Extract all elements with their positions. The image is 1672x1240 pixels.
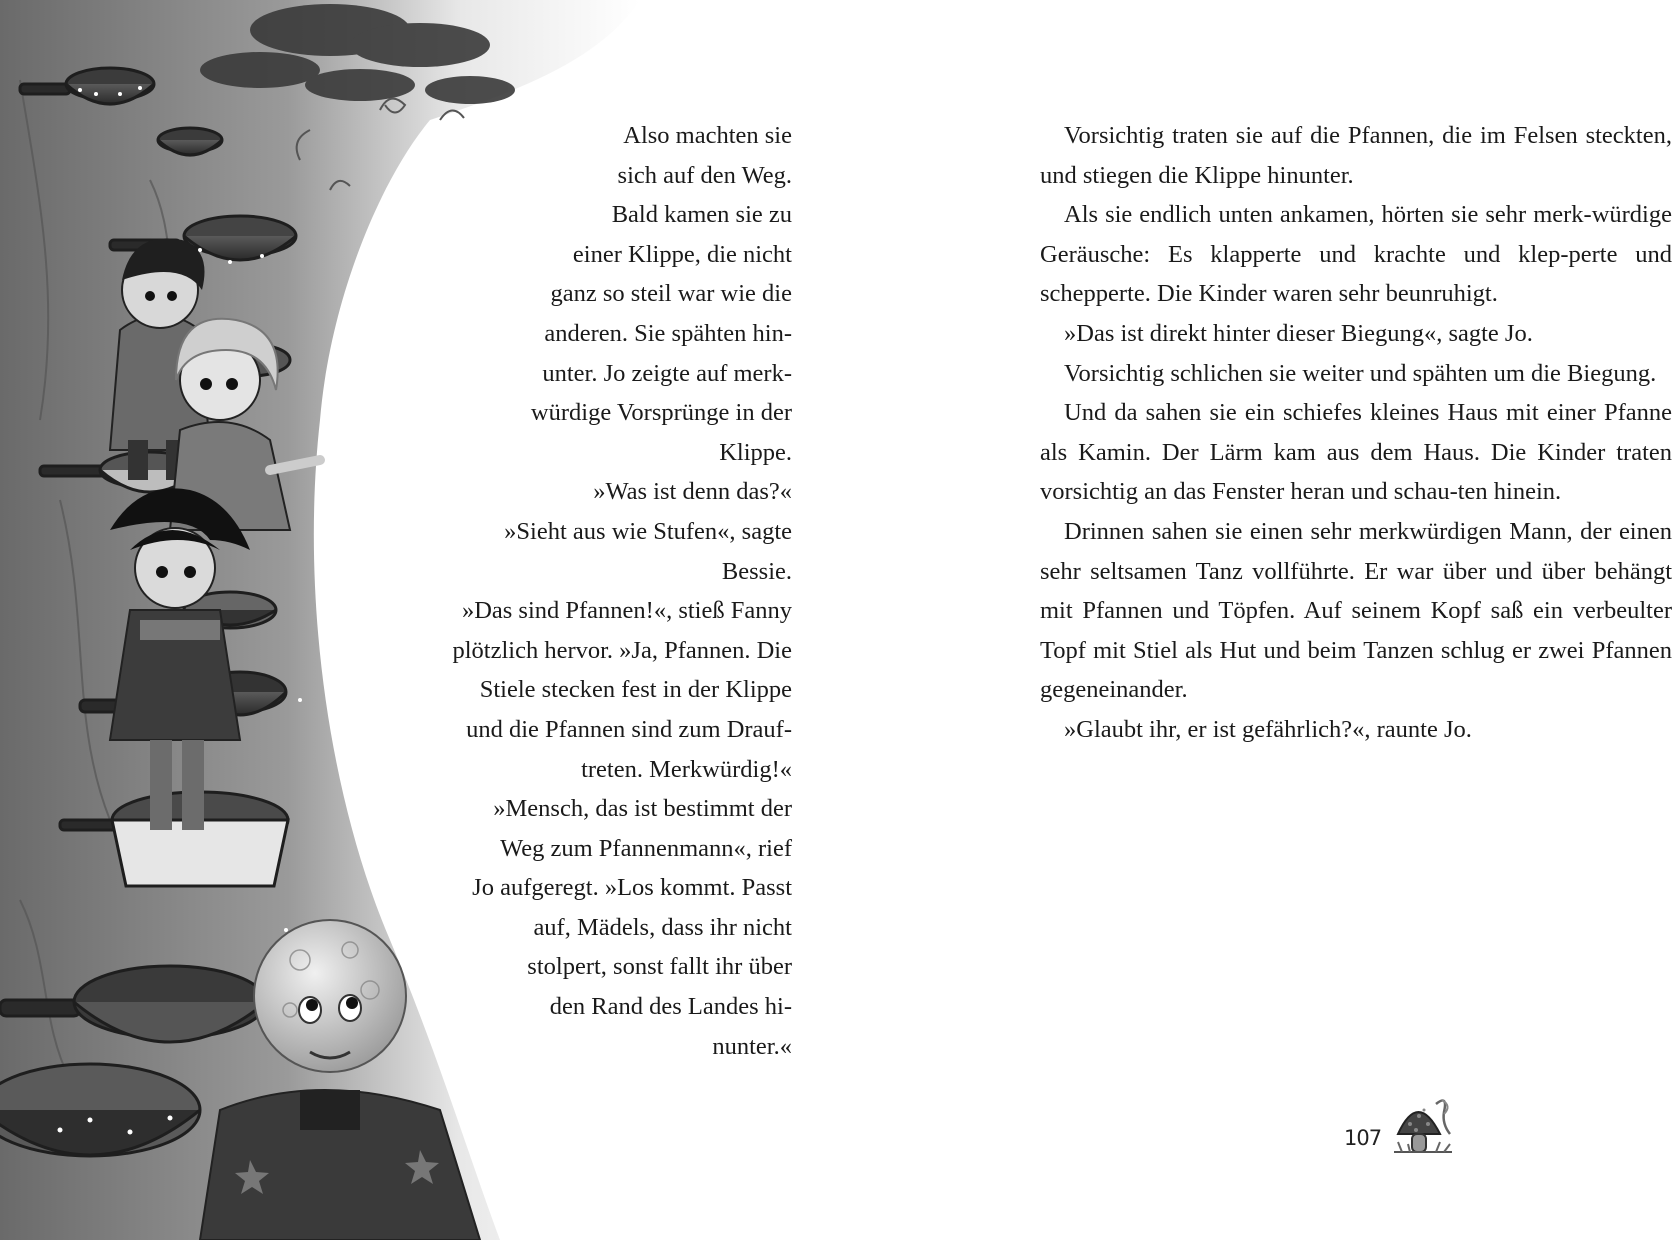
text-line: sich auf den Weg.	[617, 161, 792, 189]
text-line: anderen. Sie spähten hin-	[544, 319, 792, 347]
text-line: Jo aufgeregt. »Los kommt. Passt	[472, 874, 792, 902]
paragraph: »Das ist direkt hinter dieser Biegung«, sagte Jo.	[1064, 319, 1533, 347]
text-line: nunter.«	[712, 1032, 792, 1060]
text-line: Bessie.	[721, 557, 792, 585]
text-line: stolpert, sonst fallt ihr über	[527, 953, 792, 981]
text-line: würdige Vorsprünge in der	[530, 399, 792, 427]
paragraph: Als sie endlich unten ankamen, hörten sie sehr merk-würdige Geräusche: Es klapperte und krachte und klep-perte und schepperte. Die Kinder waren sehr beunruhigt.	[1040, 201, 1672, 308]
text-line: unter. Jo zeigte auf merk-	[542, 359, 792, 387]
text-line: »Sieht aus wie Stufen«, sagte	[504, 517, 792, 545]
text-line: und die Pfannen sind zum Drauf-	[466, 715, 792, 743]
text-line: Klippe.	[719, 438, 792, 466]
text-line: Stiele stecken fest in der Klippe	[479, 676, 792, 704]
paragraph: Vorsichtig schlichen sie weiter und spähten um die Biegung.	[1064, 359, 1657, 387]
right-text-column	[1040, 116, 1672, 750]
text-line: ganz so steil war wie die	[550, 280, 792, 308]
mushroom-icon	[1392, 1090, 1456, 1167]
text-line: »Mensch, das ist bestimmt der	[493, 795, 792, 823]
text-line: Bald kamen sie zu	[611, 201, 792, 229]
paragraph: Drinnen sahen sie einen sehr merkwürdigen Mann, der einen sehr seltsamen Tanz vollführte. Er war über und über behängt mit Pfannen und Töpfen. Auf seinem Kopf saß ein verbeulter Topf mit Stiel als Hut und beim Tanzen schlug er zwei Pfannen gegeneinander.	[1040, 517, 1672, 704]
text-line: Also machten sie	[623, 122, 792, 149]
paragraph: Vorsichtig traten sie auf die Pfannen, die im Felsen steckten, und stiegen die Klippe hinunter.	[1040, 122, 1672, 189]
page-number: 107	[1344, 1126, 1382, 1150]
left-text-column	[412, 116, 792, 1066]
text-line: auf, Mädels, dass ihr nicht	[533, 913, 792, 941]
paragraph: »Glaubt ihr, er ist gefährlich?«, raunte Jo.	[1064, 715, 1472, 743]
text-line: »Was ist denn das?«	[593, 478, 792, 506]
text-line: Weg zum Pfannenmann«, rief	[500, 834, 792, 862]
paragraph: Und da sahen sie ein schiefes kleines Haus mit einer Pfanne als Kamin. Der Lärm kam aus dem Haus. Die Kinder traten vorsichtig an das Fenster heran und schau-ten hinein.	[1040, 399, 1672, 506]
text-line: plötzlich hervor. »Ja, Pfannen. Die	[452, 636, 792, 664]
text-line: den Rand des Landes hi-	[549, 993, 792, 1021]
text-line: einer Klippe, die nicht	[572, 240, 792, 268]
text-line: treten. Merkwürdig!«	[581, 755, 792, 783]
text-line: »Das sind Pfannen!«, stieß Fanny	[461, 597, 792, 625]
